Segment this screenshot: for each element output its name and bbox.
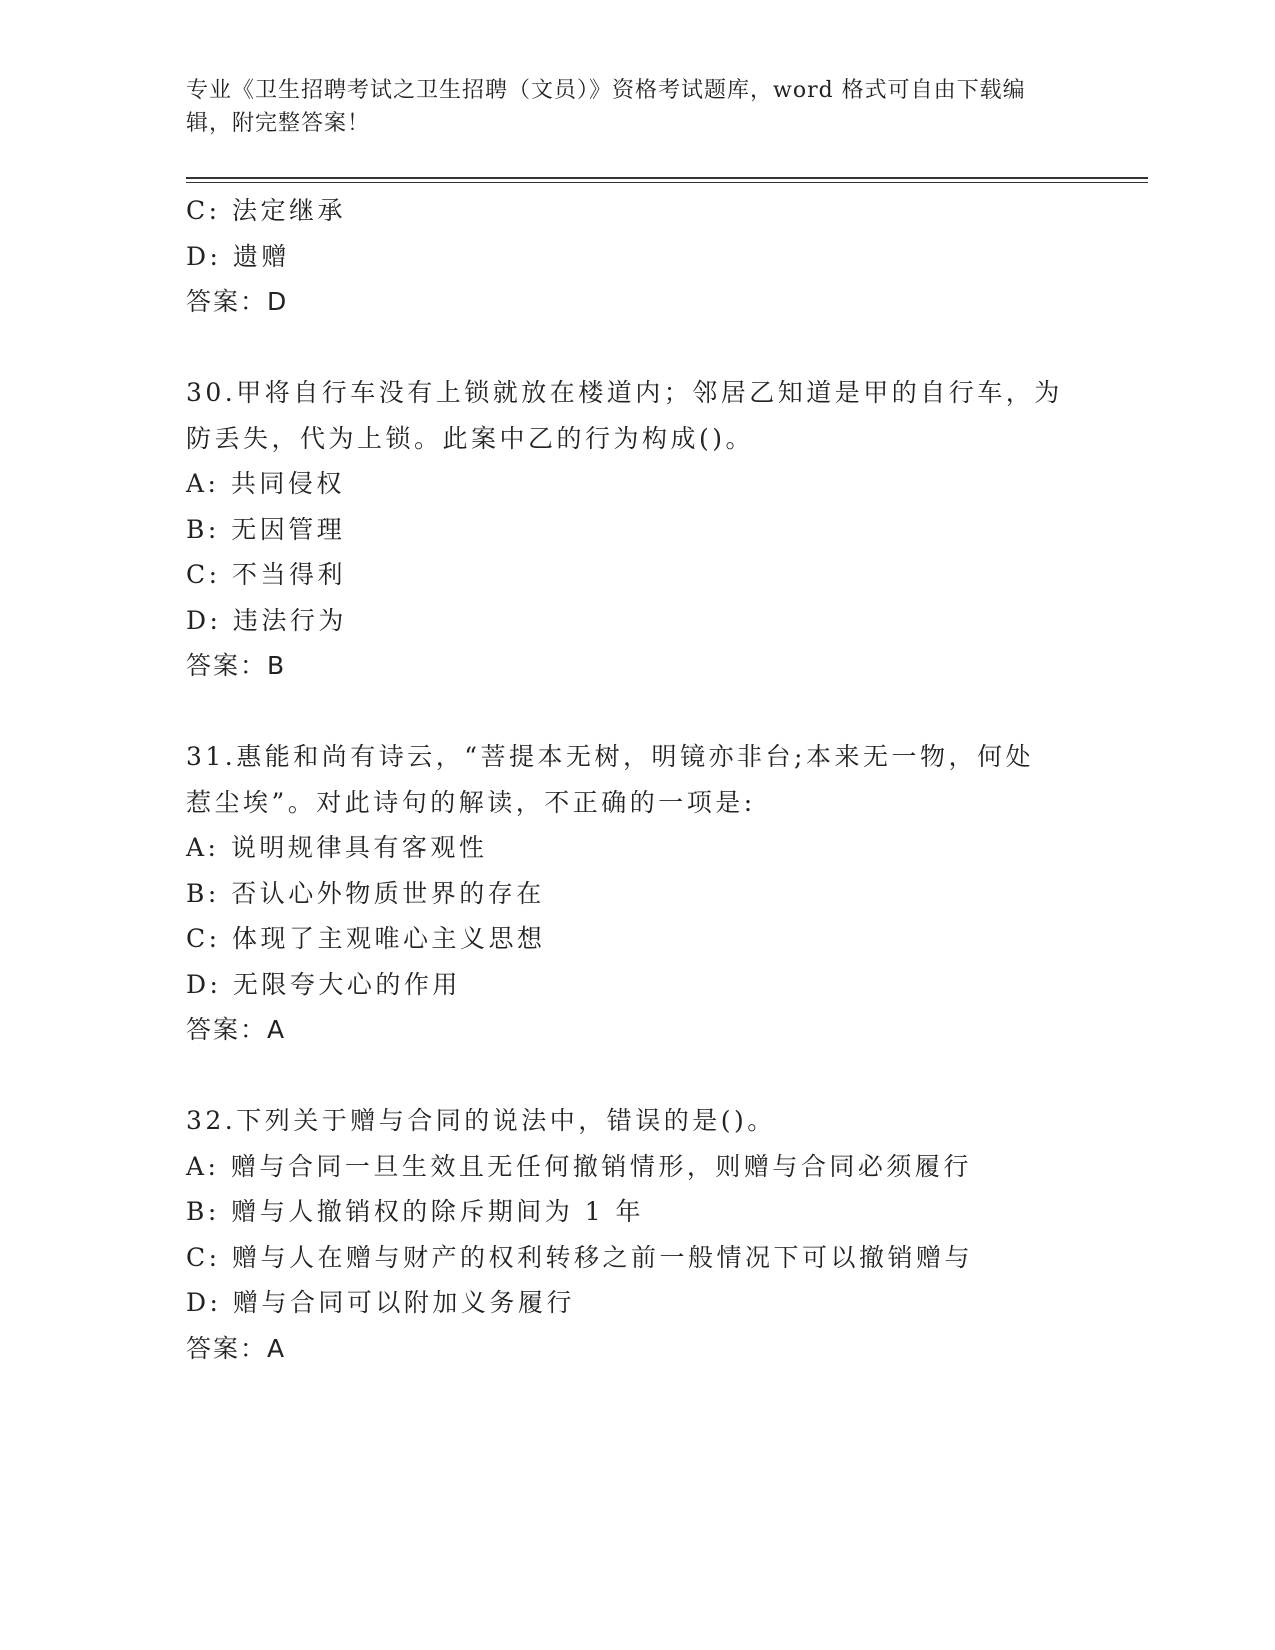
question-stem-line: 32.下列关于赠与合同的说法中，错误的是()。 <box>186 1106 776 1135</box>
question-stem-line: 31.惠能和尚有诗云，“菩提本无树，明镜亦非台;本来无一物，何处 <box>186 742 1034 771</box>
answer-line: 答案：A <box>186 1333 287 1363</box>
option-d: D: 无限夸大心的作用 <box>186 969 461 999</box>
question-spacer <box>186 689 1086 735</box>
option-c: C: 体现了主观唯心主义思想 <box>186 924 546 953</box>
option-b: B: 否认心外物质世界的存在 <box>186 878 545 908</box>
option-d: D: 赠与合同可以附加义务履行 <box>186 1288 575 1317</box>
option-c: C: 法定继承 <box>186 196 346 225</box>
question-spacer <box>186 1053 1086 1099</box>
header-rule-thin <box>186 182 1148 183</box>
question-spacer <box>186 325 1086 371</box>
option-c: C: 不当得利 <box>186 560 346 589</box>
option-d: D: 遗赠 <box>186 241 290 271</box>
previous-question-tail <box>186 188 1086 325</box>
question-31 <box>186 734 1086 1053</box>
question-stem-line: 30.甲将自行车没有上锁就放在楼道内；邻居乙知道是甲的自行车，为 <box>186 378 1063 407</box>
option-a: A: 赠与合同一旦生效且无任何撤销情形，则赠与合同必须履行 <box>186 1151 972 1181</box>
option-b: B: 无因管理 <box>186 514 346 544</box>
answer-line: 答案：B <box>186 651 287 680</box>
option-b: B: 赠与人撤销权的除斥期间为 1 年 <box>186 1197 645 1226</box>
option-d: D: 违法行为 <box>186 605 347 635</box>
question-32 <box>186 1098 1086 1371</box>
option-c: C: 赠与人在赠与财产的权利转移之前一般情况下可以撤销赠与 <box>186 1242 974 1272</box>
option-a: A: 说明规律具有客观性 <box>186 833 488 862</box>
question-stem-line: 防丢失，代为上锁。此案中乙的行为构成()。 <box>186 423 755 453</box>
header-rule-thick <box>186 177 1148 179</box>
question-30 <box>186 370 1086 689</box>
document-header: 专业《卫生招聘考试之卫生招聘（文员）》资格考试题库，word 格式可自由下载编辑，附完整答案！ <box>186 78 1026 136</box>
question-stem-line: 惹尘埃”。对此诗句的解读，不正确的一项是: <box>186 787 756 817</box>
option-a: A: 共同侵权 <box>186 469 345 498</box>
answer-line: 答案：D <box>186 287 289 316</box>
document-body <box>186 188 1086 1371</box>
answer-line: 答案：A <box>186 1015 287 1044</box>
